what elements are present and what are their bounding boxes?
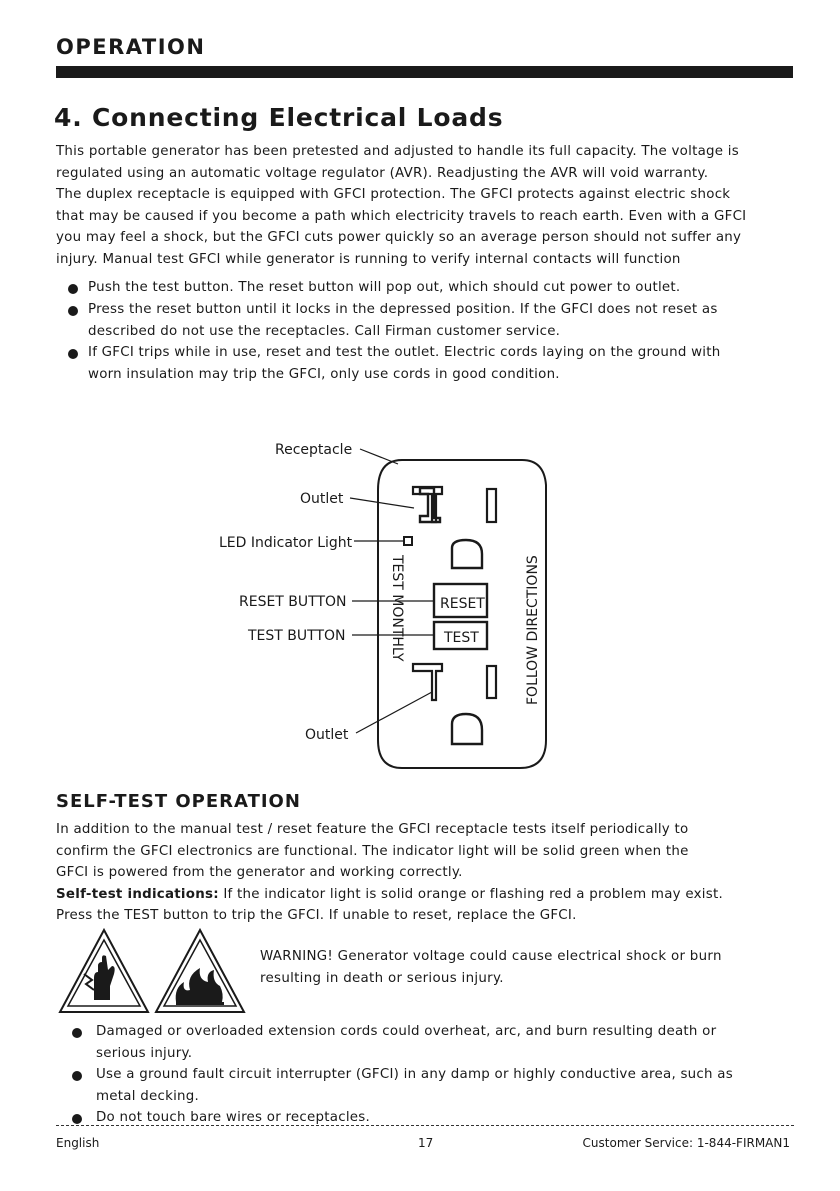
outlet-hot-slot-icon bbox=[487, 666, 496, 698]
list-item-line: Press the reset button until it locks in the depressed position. If the GFCI does not reset as bbox=[88, 302, 718, 317]
outlet-top-label: Outlet bbox=[300, 491, 344, 507]
test-label: TEST BUTTON bbox=[248, 628, 346, 644]
test-monthly-text: TEST MONTHLY bbox=[389, 555, 405, 662]
indications-label: Self-test indications: bbox=[56, 886, 219, 902]
outlet-ground-icon bbox=[452, 540, 482, 568]
outlet-hot-slot-icon bbox=[487, 489, 496, 522]
list-item-line: worn insulation may trip the GFCI, only use cords in good condition. bbox=[88, 366, 560, 382]
intro-line: regulated using an automatic voltage regulator (AVR). Readjusting the AVR will void warranty. bbox=[56, 165, 709, 181]
self-test-line: In addition to the manual test / reset feature the GFCI receptacle tests itself periodically to bbox=[56, 822, 689, 837]
led-indicator-icon bbox=[404, 537, 412, 545]
reset-label: RESET BUTTON bbox=[239, 594, 347, 610]
reset-button-label: RESET bbox=[440, 596, 485, 612]
self-test-paragraph bbox=[56, 819, 796, 927]
list-item-line: Push the test button. The reset button will pop out, which should cut power to outlet. bbox=[88, 280, 681, 295]
fire-icon bbox=[156, 930, 244, 1012]
intro-line: injury. Manual test GFCI while generator is running to verify internal contacts will function bbox=[56, 251, 681, 267]
footer-service: Customer Service: 1-844-FIRMAN1 bbox=[582, 1136, 790, 1150]
warning-text bbox=[260, 946, 780, 990]
receptacle-label: Receptacle bbox=[275, 442, 353, 458]
warning-line: WARNING! Generator voltage could cause electrical shock or burn bbox=[260, 949, 722, 964]
list-item-line: serious injury. bbox=[96, 1045, 193, 1061]
bullet-icon bbox=[72, 1028, 82, 1038]
self-test-heading: SELF-TEST OPERATION bbox=[56, 791, 301, 812]
indications-text: If the indicator light is solid orange or flashing red a problem may exist. bbox=[218, 886, 723, 902]
intro-line: that may be caused if you become a path which electricity travels to reach earth. Even with a GFCI bbox=[56, 208, 747, 224]
list-item bbox=[96, 1064, 796, 1107]
bullet-icon bbox=[72, 1114, 82, 1124]
self-test-indications bbox=[56, 884, 796, 906]
list-item-line: Damaged or overloaded extension cords could overheat, arc, and burn resulting death or bbox=[96, 1024, 717, 1039]
list-item bbox=[96, 1021, 796, 1064]
intro-line: This portable generator has been pretested and adjusted to handle its full capacity. The voltage is bbox=[56, 144, 739, 159]
follow-directions-text: FOLLOW DIRECTIONS bbox=[525, 555, 541, 705]
footer-rule bbox=[56, 1125, 794, 1126]
outlet-ground-icon bbox=[452, 714, 482, 744]
bullet-icon bbox=[72, 1071, 82, 1081]
page-number: 17 bbox=[418, 1136, 434, 1150]
self-test-line: GFCI is powered from the generator and working correctly. bbox=[56, 865, 463, 880]
list-item-line: Use a ground fault circuit interrupter (GFCI) in any damp or highly conductive area, such as bbox=[96, 1067, 733, 1082]
leader-line bbox=[356, 692, 432, 733]
section-title: OPERATION bbox=[56, 35, 206, 59]
intro-line: The duplex receptacle is equipped with GFCI protection. The GFCI protects against electric shock bbox=[56, 187, 731, 202]
leader-line bbox=[350, 498, 414, 508]
list-item-line: Do not touch bare wires or receptacles. bbox=[96, 1110, 371, 1125]
leader-line bbox=[360, 449, 398, 464]
list-item-line: metal decking. bbox=[96, 1088, 200, 1104]
page-title: 4. Connecting Electrical Loads bbox=[54, 103, 504, 132]
self-test-line: Press the TEST button to trip the GFCI. If unable to reset, replace the GFCI. bbox=[56, 908, 577, 923]
list-item-line: If GFCI trips while in use, reset and test the outlet. Electric cords laying on the ground with bbox=[88, 345, 721, 360]
warning-line: resulting in death or serious injury. bbox=[260, 971, 504, 986]
outlet-bottom-label: Outlet bbox=[305, 727, 349, 743]
led-label: LED Indicator Light bbox=[219, 535, 353, 551]
intro-line: you may feel a shock, but the GFCI cuts power quickly so an average person should not suffer any bbox=[56, 230, 742, 245]
test-button-label: TEST bbox=[444, 630, 479, 646]
electric-shock-icon bbox=[60, 930, 148, 1012]
footer-language: English bbox=[56, 1136, 100, 1150]
self-test-line: confirm the GFCI electronics are functional. The indicator light will be solid green when the bbox=[56, 843, 689, 859]
list-item-line: described do not use the receptacles. Call Firman customer service. bbox=[88, 323, 561, 339]
warning-icons bbox=[58, 926, 248, 1018]
